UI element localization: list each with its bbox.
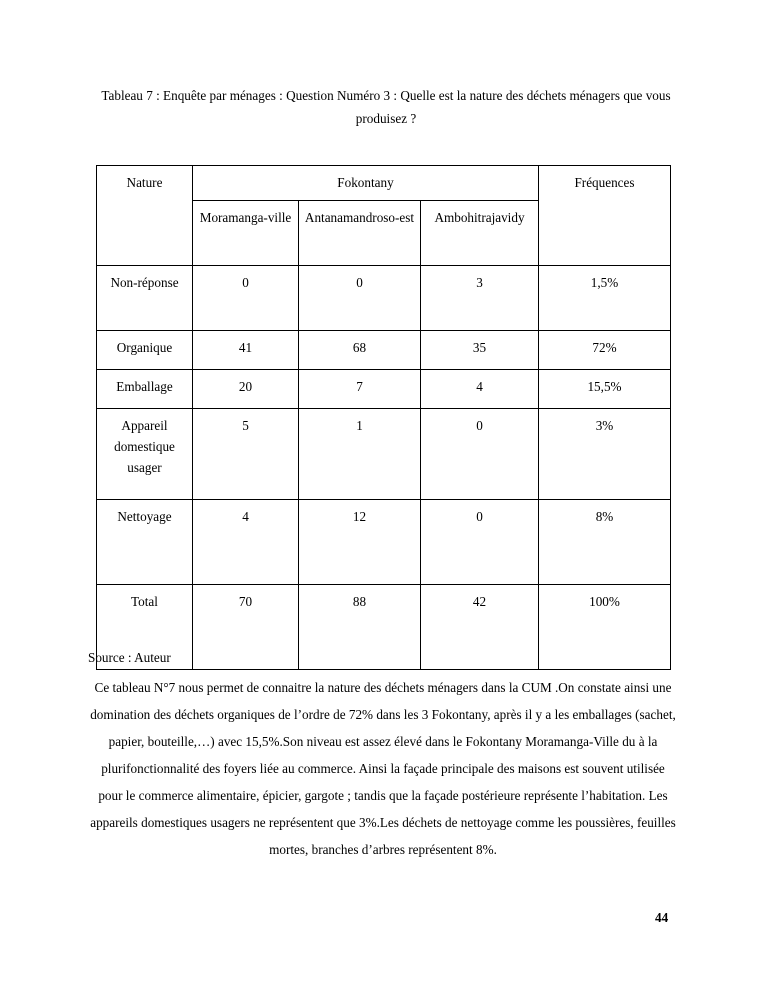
table-row — [97, 370, 671, 409]
table-row — [97, 500, 671, 585]
row-frequency: 100% — [539, 585, 671, 670]
row-frequency: 3% — [539, 409, 671, 500]
row-value-2: 1 — [299, 409, 421, 500]
row-value-3: 0 — [421, 500, 539, 585]
header-fokontany-2: Antanamandroso-est — [299, 201, 421, 266]
row-value-2: 7 — [299, 370, 421, 409]
table-container — [96, 165, 670, 670]
table-row-total — [97, 585, 671, 670]
row-value-3: 42 — [421, 585, 539, 670]
row-value-3: 0 — [421, 409, 539, 500]
header-fokontany: Fokontany — [193, 166, 539, 201]
table-source: Source : Auteur — [88, 650, 171, 665]
row-value-1: 41 — [193, 331, 299, 370]
row-value-2: 68 — [299, 331, 421, 370]
row-value-1: 20 — [193, 370, 299, 409]
row-label: Total — [97, 585, 193, 670]
row-value-2: 0 — [299, 266, 421, 331]
header-nature: Nature — [97, 166, 193, 266]
row-value-3: 4 — [421, 370, 539, 409]
table-row — [97, 409, 671, 500]
row-frequency: 8% — [539, 500, 671, 585]
header-fokontany-1: Moramanga-ville — [193, 201, 299, 266]
header-fokontany-3: Ambohitrajavidy — [421, 201, 539, 266]
row-label: Nettoyage — [97, 500, 193, 585]
row-frequency: 15,5% — [539, 370, 671, 409]
row-value-1: 5 — [193, 409, 299, 500]
row-value-1: 0 — [193, 266, 299, 331]
row-frequency: 72% — [539, 331, 671, 370]
row-value-2: 12 — [299, 500, 421, 585]
table-row — [97, 266, 671, 331]
table-header-row — [97, 166, 671, 201]
row-label: Appareil domestique usager — [97, 409, 193, 500]
page-number: 44 — [655, 910, 669, 925]
header-frequences: Fréquences — [539, 166, 671, 266]
row-value-1: 70 — [193, 585, 299, 670]
row-value-3: 3 — [421, 266, 539, 331]
table-caption: Tableau 7 : Enquête par ménages : Question Numéro 3 : Quelle est la nature des déchets ménagers que vous produisez ? — [101, 88, 671, 127]
row-label: Emballage — [97, 370, 193, 409]
row-label: Non-réponse — [97, 266, 193, 331]
table-row — [97, 331, 671, 370]
waste-nature-table — [96, 165, 671, 670]
body-paragraph: Ce tableau N°7 nous permet de connaitre la nature des déchets ménagers dans la CUM .On constate ainsi une domination des déchets organiques de l’ordre de 72% dans les 3 Fokontany, après il y a les emballages (sachet, papier, bouteille,…) avec 15,5%.Son niveau est assez élevé dans le Fokontany Moramanga-Ville du à la plurifonctionnalité des foyers liée au commerce. Ainsi la façade principale des maisons est souvent utilisée pour le commerce alimentaire, épicier, gargote ; tandis que la façade postérieure représente l’habitation. Les appareils domestiques usagers ne représentent que 3%.Les déchets de nettoyage comme les poussières, feuilles mortes, branches d’arbres représentent 8%. — [90, 680, 676, 858]
row-value-1: 4 — [193, 500, 299, 585]
row-label: Organique — [97, 331, 193, 370]
row-frequency: 1,5% — [539, 266, 671, 331]
row-value-2: 88 — [299, 585, 421, 670]
row-value-3: 35 — [421, 331, 539, 370]
